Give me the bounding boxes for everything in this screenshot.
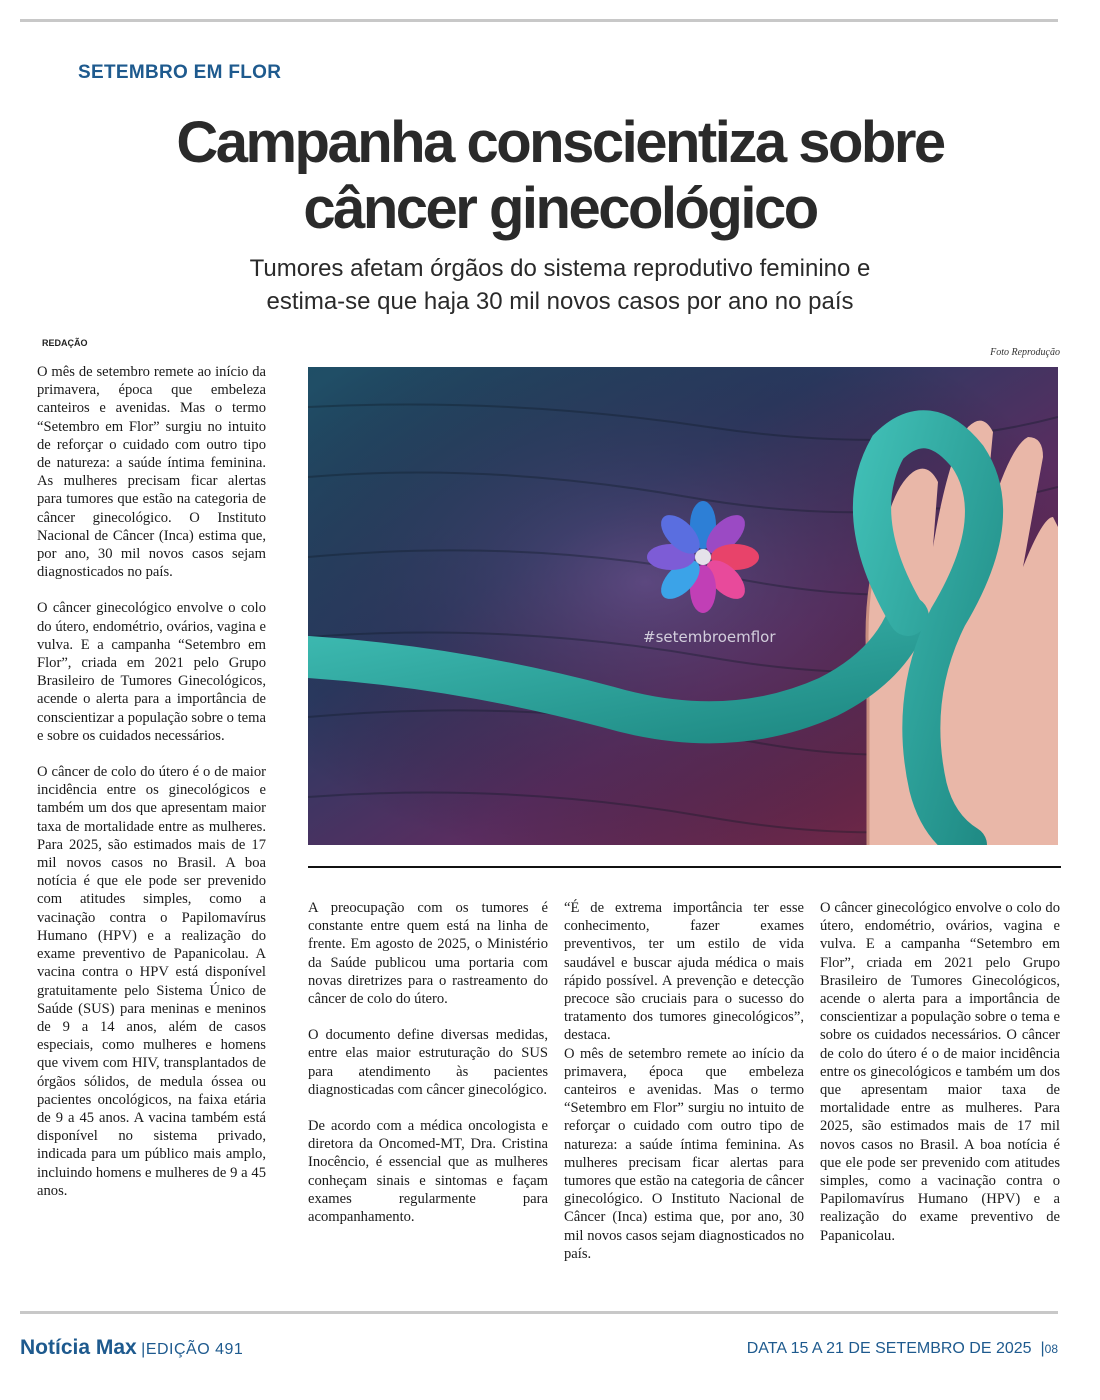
flower-logo (647, 501, 759, 613)
headline-line-2: câncer ginecológico (303, 176, 817, 241)
section-tag: SETEMBRO EM FLOR (78, 62, 282, 83)
photo-hashtag: #setembroemflor (643, 628, 776, 646)
paragraph: “É de extrema importância ter esse conhecimento, fazer exames preventivos, ter um estilo de vida saudável e buscar ajuda médica o mais rápido possível. A prevenção e detecção precoce são cruciais para o sucesso do tratamento dos tumores ginecológicos”, destaca. (564, 900, 804, 1044)
photo-credit: Foto Reprodução (990, 347, 1060, 358)
paragraph: O câncer ginecológico envolve o colo do útero, endométrio, ovários, vagina e vulva. E a campanha “Setembro em Flor”, criada em 2021 pelo Grupo Brasileiro de Tumores Ginecológicos, acende o alerta para a importância de conscientizar a população sobre o tema e sobre os cuidados necessários. O câncer de colo do útero é o de maior incidência entre os ginecológicos e também um dos que apresentam maior taxa de mortalidade entre as mulheres. Para 2025, são estimados mais de 17 mil novos casos no Brasil. A boa notícia é que ele pode ser prevenido com atitudes simples, como a vacinação contra o Papilomavírus Humano (HPV) e a realização do exame preventivo de Papanicolau. (820, 900, 1060, 1244)
ribbon-hand-illustration (308, 367, 1058, 845)
edition-number: |EDIÇÃO 491 (141, 1341, 244, 1358)
article-photo (308, 367, 1058, 845)
headline (60, 110, 1060, 242)
paragraph: O mês de setembro remete ao início da primavera, época que embeleza canteiros e avenidas. Mas o termo “Setembro em Flor” surgiu no intuito de reforçar o cuidado com outro tipo de natureza: a saúde íntima feminina. As mulheres precisam ficar alertas para tumores que estão na categoria de câncer ginecológico. O Instituto Nacional de Câncer (Inca) estima que, por ano, 30 mil novos casos sejam diagnosticados no país. (564, 1045, 804, 1262)
footer-date (747, 1340, 1058, 1358)
paragraph: O câncer ginecológico envolve o colo do útero, endométrio, ovários, vagina e vulva. E a campanha “Setembro em Flor”, criada em 2021 pelo Grupo Brasileiro de Tumores Ginecológicos, acende o alerta para a importância de conscientizar a população sobre o tema e sobre os cuidados necessários. (37, 600, 266, 744)
subheadline (110, 252, 1010, 318)
issue-date: DATA 15 A 21 DE SETEMBRO DE 2025 (746, 1340, 1032, 1357)
photo-rule (308, 866, 1061, 868)
article-column-2 (308, 899, 548, 1244)
page-number: 08 (1044, 1342, 1058, 1356)
article-column-1 (37, 363, 266, 1218)
top-rule (20, 19, 1058, 22)
bottom-rule (20, 1311, 1058, 1314)
paragraph: De acordo com a médica oncologista e diretora da Oncomed-MT, Dra. Cristina Inocêncio, é essencial que as mulheres conheçam sinais e sintomas e façam exames regularmente para acompanhamento. (308, 1118, 548, 1226)
article-column-3 (564, 899, 804, 1281)
subheadline-line-2: estima-se que haja 30 mil novos casos por ano no país (266, 288, 854, 315)
headline-line-1: Campanha conscientiza sobre (176, 110, 944, 175)
article-column-4 (820, 899, 1060, 1263)
page-separator: | (1036, 1340, 1045, 1357)
paragraph: O mês de setembro remete ao início da primavera, época que embeleza canteiros e avenidas. Mas o termo “Setembro em Flor” surgiu no intuito de reforçar o cuidado com outro tipo de natureza: a saúde íntima feminina. As mulheres precisam ficar alertas para tumores que estão na categoria de câncer ginecológico. O Instituto Nacional de Câncer (Inca) estima que, por ano, 30 mil novos casos sejam diagnosticados no país. (37, 364, 266, 581)
paragraph: O câncer de colo do útero é o de maior incidência entre os ginecológicos e também um dos que apresentam maior taxa de mortalidade entre as mulheres. Para 2025, são estimados mais de 17 mil novos casos no Brasil. A boa notícia é que ele pode ser prevenido com atitudes simples, como a vacinação contra o Papilomavírus Humano (HPV) e a realização do exame preventivo de Papanicolau. A vacina contra o HPV está disponível gratuitamente pelo Sistema Único de Saúde (SUS) para meninas e meninos de 9 a 14 anos, além de casos especiais, como mulheres e homens que vivem com HIV, transplantados de órgãos sólidos, de medula óssea ou pacientes oncológicos, na faixa etária de 9 a 45 anos. A vacina também está disponível no sistema privado, indicada para um público mais amplo, incluindo homens e mulheres de 9 a 45 anos. (37, 764, 266, 1199)
subheadline-line-1: Tumores afetam órgãos do sistema reprodutivo feminino e (249, 255, 871, 282)
byline: REDAÇÃO (42, 338, 88, 348)
footer-brand (20, 1336, 243, 1360)
paragraph: A preocupação com os tumores é constante entre quem está na linha de frente. Em agosto de 2025, o Ministério da Saúde publicou uma portaria com novas diretrizes para o rastreamento do câncer de colo do útero. (308, 900, 548, 1008)
paragraph: O documento define diversas medidas, entre elas maior estruturação do SUS para atendimento às pacientes diagnosticadas com câncer ginecológico. (308, 1027, 548, 1098)
publication-name: Notícia Max (20, 1336, 137, 1359)
